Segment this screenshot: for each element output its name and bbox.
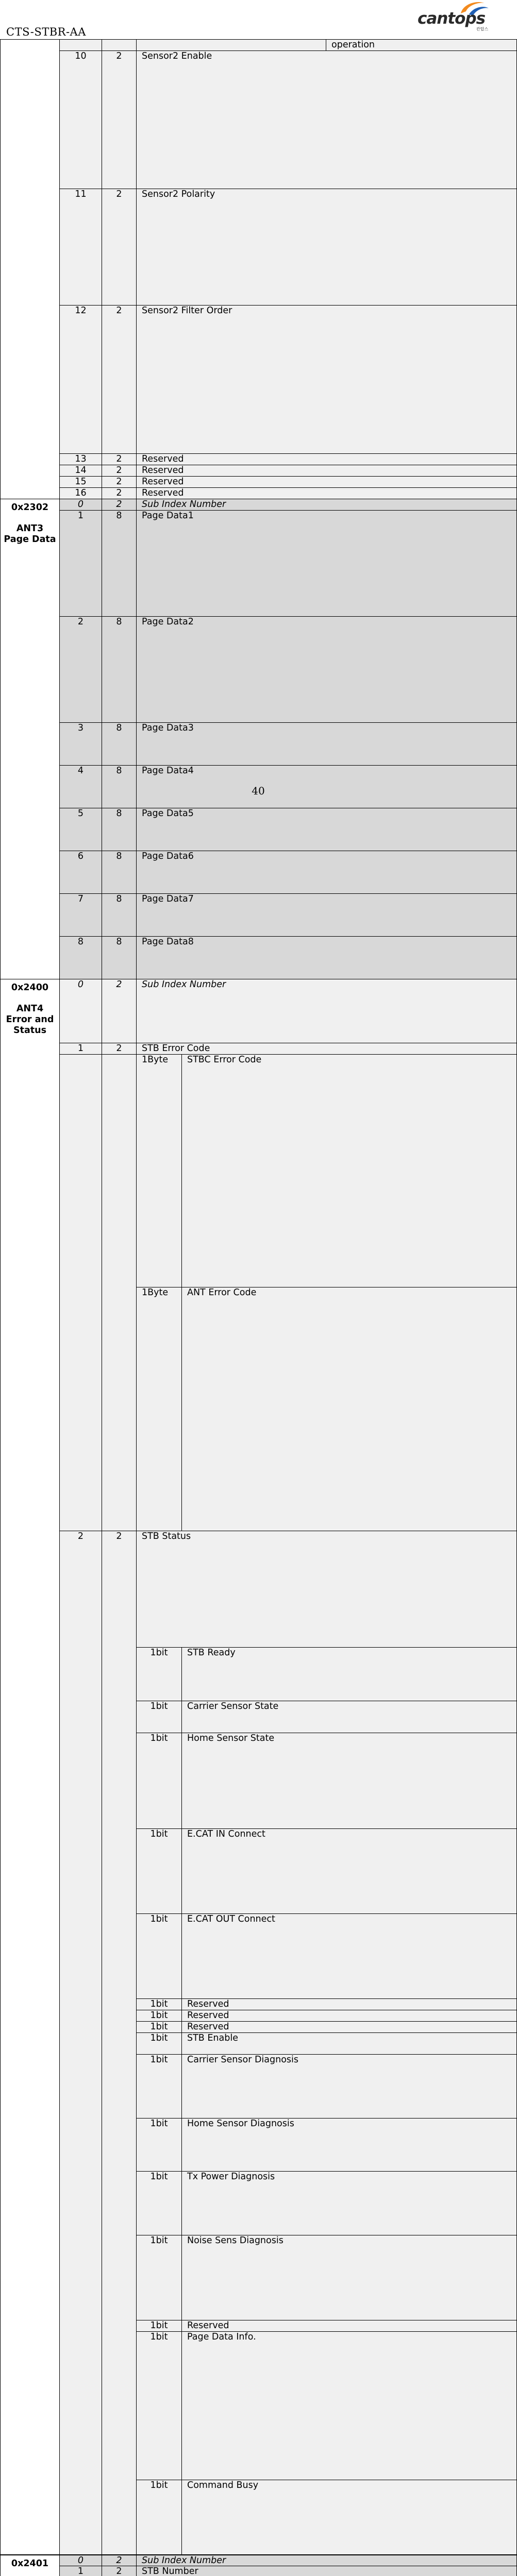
- table-cell: Page Data8: [137, 937, 517, 979]
- index-cell-continued: [1, 40, 60, 499]
- table-cell: 0: [60, 2555, 102, 2566]
- table-cell: 1bit: [137, 2235, 182, 2320]
- table-row: [1, 937, 517, 979]
- table-cell: 2: [102, 499, 137, 511]
- table-cell: 8: [102, 511, 137, 617]
- table-cell: 0: [60, 979, 102, 1043]
- table-cell: Carrier Sensor Diagnosis: [182, 2054, 517, 2118]
- page-number: 40: [0, 785, 516, 797]
- cell-text-line: Status: [3, 1025, 57, 1036]
- table-cell: 1bit: [137, 2032, 182, 2054]
- table-cell: Reserved: [182, 2320, 517, 2332]
- table-cell: 1: [60, 2566, 102, 2576]
- table-cell: 2: [102, 51, 137, 189]
- table-cell: Page Data7: [137, 894, 517, 937]
- table-cell: 1Byte: [137, 1055, 182, 1287]
- table-row: [1, 617, 517, 723]
- table-cell: Sub Index Number: [137, 979, 517, 1043]
- table-cell: Reserved: [137, 465, 517, 477]
- index-cell-0x2302: [1, 499, 60, 979]
- table-cell: Page Data1: [137, 511, 517, 617]
- table-row: [1, 723, 517, 766]
- table-cell: [102, 1055, 137, 1531]
- index-cell-0x2400: [1, 979, 60, 2555]
- table-cell: 7: [60, 894, 102, 937]
- table-cell: 5: [60, 808, 102, 851]
- table-cell: 1bit: [137, 2320, 182, 2332]
- table-row: [1, 488, 517, 499]
- table-cell: ANT Error Code: [182, 1287, 517, 1531]
- table-cell: 1bit: [137, 1998, 182, 2010]
- table-cell: Page Data5: [137, 808, 517, 851]
- table-cell: STB Ready: [182, 1648, 517, 1701]
- table-row: [1, 465, 517, 477]
- cell-text-line: ANT4: [3, 1004, 57, 1014]
- table-cell: Home Sensor State: [182, 1733, 517, 1829]
- table-cell: 2: [102, 454, 137, 465]
- table-cell: 1bit: [137, 1733, 182, 1829]
- table-cell: 1bit: [137, 2054, 182, 2118]
- table-cell: 1Byte: [137, 1287, 182, 1531]
- cell-text-line: [3, 2569, 57, 2576]
- table-cell: 1bit: [137, 1701, 182, 1733]
- table-cell: 1bit: [137, 2480, 182, 2555]
- table-cell: 8: [102, 617, 137, 723]
- table-cell: 8: [102, 894, 137, 937]
- table-cell: 2: [102, 2566, 137, 2576]
- table-cell: Page Data Info.: [182, 2332, 517, 2480]
- table-cell: 1bit: [137, 2118, 182, 2172]
- table-cell: 2: [102, 979, 137, 1043]
- cell-text-line: [3, 513, 57, 523]
- table-cell: [60, 40, 102, 51]
- table-cell: Reserved: [137, 454, 517, 465]
- table-cell: 1bit: [137, 1913, 182, 1998]
- table-cell: E.CAT IN Connect: [182, 1828, 517, 1913]
- table-cell: 1bit: [137, 2172, 182, 2235]
- table-cell: 8: [60, 937, 102, 979]
- table-cell: 2: [102, 306, 137, 454]
- table-row: [1, 189, 517, 306]
- table-cell: 2: [102, 1531, 137, 2555]
- table-cell: STBC Error Code: [182, 1055, 517, 1287]
- table-cell: [137, 40, 326, 51]
- table-row: [1, 1043, 517, 1055]
- logo-subtext: 칸탑스: [476, 26, 488, 32]
- table-cell: Reserved: [182, 1998, 517, 2010]
- table-cell: [102, 40, 137, 51]
- table-row: [1, 979, 517, 1043]
- table-row: [1, 808, 517, 851]
- table-cell: 1bit: [137, 2010, 182, 2021]
- table-cell: [60, 1055, 102, 1531]
- cell-text-line: Page Data: [3, 534, 57, 545]
- table-cell: Page Data6: [137, 851, 517, 894]
- table-cell: 6: [60, 851, 102, 894]
- table-cell: Carrier Sensor State: [182, 1701, 517, 1733]
- table-cell: Reserved: [182, 2021, 517, 2032]
- table-cell: 2: [60, 617, 102, 723]
- table-row: [1, 2555, 517, 2566]
- table-cell: 1bit: [137, 2021, 182, 2032]
- company-logo: [415, 0, 493, 36]
- table-cell: 1bit: [137, 1648, 182, 1701]
- table-cell: 15: [60, 477, 102, 488]
- desc-cell: operation: [326, 40, 517, 51]
- table-cell: 13: [60, 454, 102, 465]
- table-row: [1, 306, 517, 454]
- table-cell: 2: [102, 2555, 137, 2566]
- logo-text: cantops: [418, 9, 485, 28]
- table-cell: Reserved: [137, 488, 517, 499]
- table-cell: Page Data4: [137, 766, 517, 808]
- table-cell: 14: [60, 465, 102, 477]
- table-cell: 12: [60, 306, 102, 454]
- table-cell: 1bit: [137, 2332, 182, 2480]
- table-cell: 2: [102, 189, 137, 306]
- cell-text-line: ANT3: [3, 523, 57, 534]
- table-cell: Command Busy: [182, 2480, 517, 2555]
- table-cell: E.CAT OUT Connect: [182, 1913, 517, 1998]
- table-cell: Noise Sens Diagnosis: [182, 2235, 517, 2320]
- table-row: [1, 1055, 517, 1287]
- table-cell: Reserved: [137, 477, 517, 488]
- table-cell: 1bit: [137, 1828, 182, 1913]
- table-cell: 10: [60, 51, 102, 189]
- table-row: [1, 477, 517, 488]
- table-cell: 2: [102, 1043, 137, 1055]
- table-cell: 2: [102, 488, 137, 499]
- table-cell: 0: [60, 499, 102, 511]
- table-row: [1, 40, 517, 51]
- cell-text-line: 0x2302: [3, 502, 57, 513]
- table-cell: Sensor2 Polarity: [137, 189, 517, 306]
- table-cell: Sensor2 Enable: [137, 51, 517, 189]
- table-cell: 1: [60, 511, 102, 617]
- table-row: [1, 511, 517, 617]
- table-row: [1, 894, 517, 937]
- table-cell: 8: [102, 937, 137, 979]
- index-cell-0x2401: [1, 2555, 60, 2576]
- table-row: [1, 499, 517, 511]
- table-cell: Sensor2 Filter Order: [137, 306, 517, 454]
- table-row: [1, 454, 517, 465]
- table-cell: 8: [102, 851, 137, 894]
- table-cell: Page Data2: [137, 617, 517, 723]
- table-cell: 2: [60, 1531, 102, 2555]
- table-cell: Sub Index Number: [137, 499, 517, 511]
- table-row: [1, 2566, 517, 2576]
- table-cell: Reserved: [182, 2010, 517, 2021]
- table-cell: STB Number: [137, 2566, 517, 2576]
- table-row: [1, 851, 517, 894]
- document-code: CTS-STBR-AA: [6, 26, 86, 38]
- table-cell: STB Error Code: [137, 1043, 517, 1055]
- table-cell: 2: [102, 477, 137, 488]
- table-cell: 8: [102, 766, 137, 808]
- table-cell: 1: [60, 1043, 102, 1055]
- table-cell: 8: [102, 723, 137, 766]
- table-cell: Home Sensor Diagnosis: [182, 2118, 517, 2172]
- table-cell: 16: [60, 488, 102, 499]
- table-cell: Page Data3: [137, 723, 517, 766]
- cell-text-line: 0x2400: [3, 982, 57, 993]
- table-cell: STB Status: [137, 1531, 517, 1648]
- table-cell: 4: [60, 766, 102, 808]
- object-dictionary-table: [0, 39, 517, 2576]
- cell-text-line: 0x2401: [3, 2558, 57, 2569]
- table-cell: 8: [102, 808, 137, 851]
- table-row: [1, 51, 517, 189]
- table-cell: Sub Index Number: [137, 2555, 517, 2566]
- table-cell: STB Enable: [182, 2032, 517, 2054]
- table-cell: 3: [60, 723, 102, 766]
- table-row: [1, 1531, 517, 1648]
- table-cell: Tx Power Diagnosis: [182, 2172, 517, 2235]
- table-cell: 2: [102, 465, 137, 477]
- table-cell: 11: [60, 189, 102, 306]
- cell-text-line: [3, 993, 57, 1004]
- cell-text-line: Error and: [3, 1014, 57, 1025]
